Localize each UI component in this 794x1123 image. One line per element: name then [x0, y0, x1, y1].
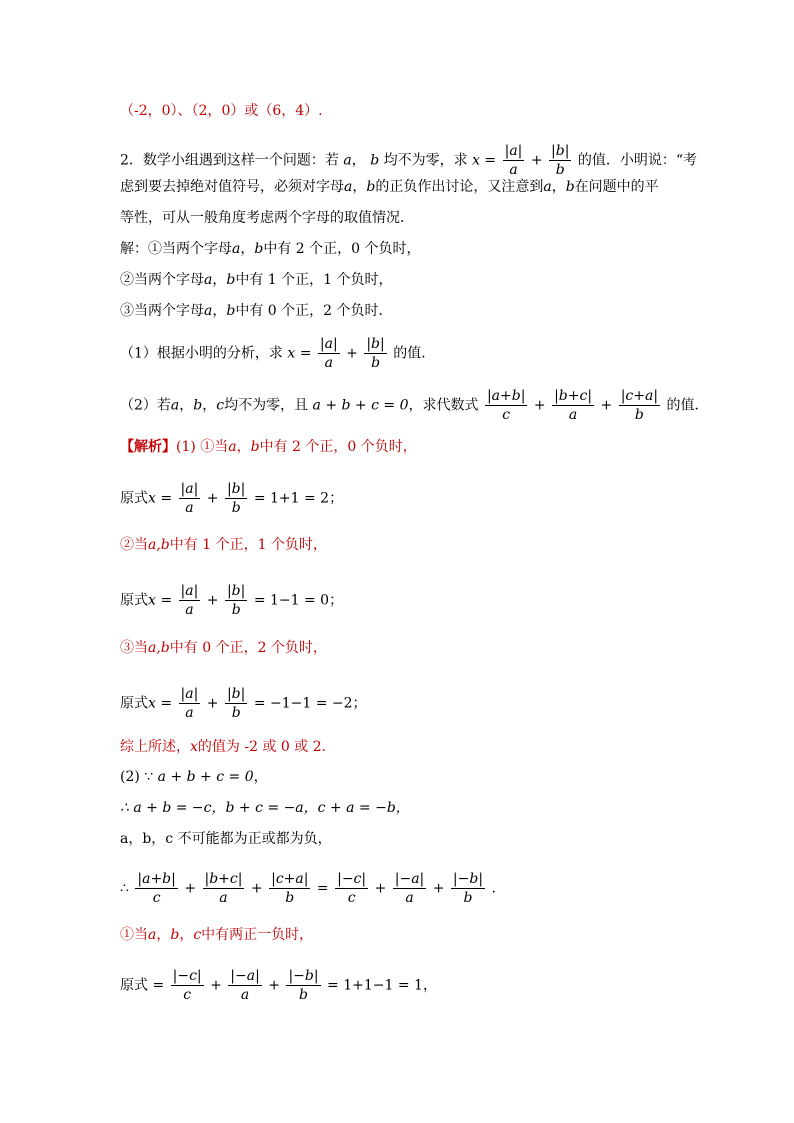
text: 的值．小明说：“考: [577, 152, 698, 169]
previous-answer-line: （-2，0）、（2，0）或（6，4）.: [120, 103, 323, 119]
case-1-line: 解：①当两个字母a，b中有 2 个正，0 个负时，: [120, 241, 421, 257]
equation-3: 原式x = $\frac{|a|}{a}$ + $\frac{|b|}{b}$ = −1−1 = −2；: [120, 686, 367, 721]
question-2: （2）若a，b，c均不为零，且 a + b + c = 0，求代数式 $\frac{|a+b|}{c}$ + $\frac{|b+c|}{a}$ + $\frac{|c+a|}{b}$ 的值．: [120, 388, 709, 423]
case-3-line: ③当两个字母a，b中有 0 个正，2 个负时．: [120, 303, 393, 319]
part-2-therefore: ∴ a + b = −c，b + c = −a，c + a = −b，: [120, 800, 410, 816]
case-3-analysis: ③当a,b中有 0 个正，2 个负时，: [120, 640, 327, 656]
fraction: $\frac{|b|}{b}$: [551, 143, 570, 178]
var-b: b: [370, 152, 380, 169]
equation-final: 原式 = $\frac{|-c|}{c}$ + $\frac{|-a|}{a}$ + $\frac{|-b|}{b}$ = 1+1−1 = 1，: [120, 968, 437, 1003]
problem-2-text-line: 等性，可从一般角度考虑两个字母的取值情况．: [120, 210, 414, 226]
case-2-line: ②当两个字母a，b中有 1 个正，1 个负时，: [120, 272, 393, 288]
problem-2-intro: 2．数学小组遇到这样一个问题：若 a， b 均不为零，求 x = $\frac{|a|}{a}$ + $\frac{|b|}{b}$ 的值．小明说：“考: [120, 143, 698, 178]
text: 2．数学小组遇到这样一个问题：若: [120, 152, 339, 169]
var-a: a: [343, 152, 352, 169]
problem-2-text-line: 虑到要去掉绝对值符号，必须对字母a，b的正负作出讨论，又注意到a，b在问题中的平: [120, 179, 659, 195]
summary: 综上所述，x的值为 -2 或 0 或 2.: [120, 739, 327, 755]
part-2-note: a，b，c 不可能都为正或都为负，: [120, 831, 332, 847]
text: 均不为零，求: [383, 152, 468, 169]
part-2-start: (2) ∵ a + b + c = 0，: [120, 769, 268, 785]
var-x: x: [472, 152, 480, 169]
analysis-header: 【解析】(1) ①当a，b中有 2 个正，0 个负时，: [120, 439, 417, 455]
question-1: （1）根据小明的分析，求 x = $\frac{|a|}{a}$ + $\frac{|b|}{b}$ 的值．: [120, 336, 436, 371]
case-4-analysis: ①当a，b，c中有两正一负时，: [120, 927, 314, 943]
case-2-analysis: ②当a,b中有 1 个正，1 个负时，: [120, 537, 327, 553]
equation-1: 原式x = $\frac{|a|}{a}$ + $\frac{|b|}{b}$ = 1+1 = 2；: [120, 481, 344, 516]
equation-4: ∴ $\frac{|a+b|}{c}$ + $\frac{|b+c|}{a}$ + $\frac{|c+a|}{b}$ = $\frac{|-c|}{c}$ + $\frac{|-a|}{a}$ + $\frac{|-b|}{b}$ .: [120, 871, 496, 906]
fraction: $\frac{|a|}{a}$: [504, 143, 523, 178]
equation-2: 原式x = $\frac{|a|}{a}$ + $\frac{|b|}{b}$ = 1−1 = 0；: [120, 583, 344, 618]
text: ，: [351, 152, 366, 169]
